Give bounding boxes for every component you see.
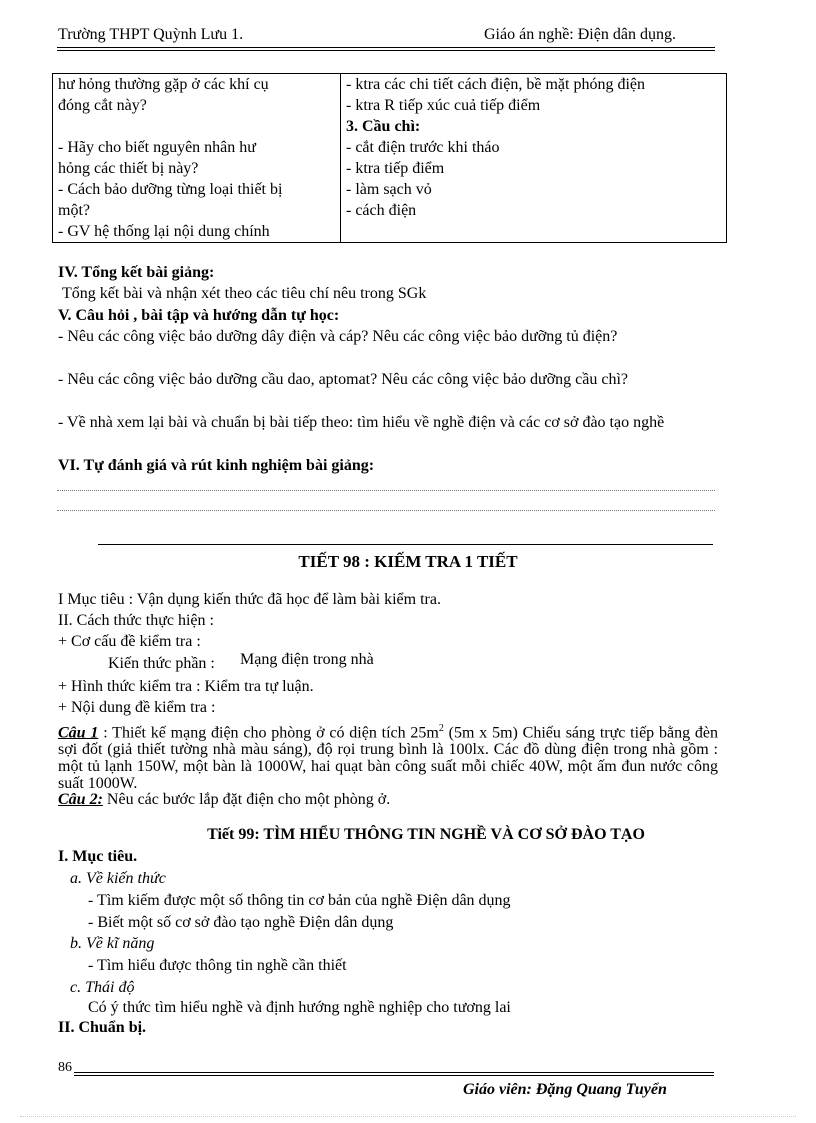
table-left-line: đóng cắt này?	[58, 97, 147, 114]
tiet-98-question-2	[58, 791, 390, 809]
table-right-cell	[341, 74, 727, 243]
table-right-line: - làm sạch vỏ	[346, 181, 432, 198]
question-1-label: Câu 1	[58, 724, 99, 742]
teacher-name: Giáo viên: Đặng Quang Tuyển	[463, 1081, 667, 1098]
header-divider	[57, 47, 715, 48]
tiet-98-method: II. Cách thức thực hiện :	[58, 612, 214, 629]
section-divider	[98, 544, 713, 545]
tiet-98-knowledge-value: Mạng điện trong nhà	[240, 651, 374, 668]
content-table	[52, 73, 727, 243]
question-2-text: Nêu các bước lắp đặt điện cho một phòng ở.	[102, 791, 391, 808]
table-right-line	[346, 221, 721, 242]
tiet-99-a-item-1: - Tìm kiếm được một số thông tin cơ bản của nghề Điện dân dụng	[88, 892, 511, 909]
table-right-heading: 3. Cầu chì:	[346, 118, 421, 135]
table-right-line: - ktra tiếp điểm	[346, 160, 445, 177]
tiet-99-title: Tiết 99: TÌM HIỂU THÔNG TIN NGHỀ VÀ CƠ SỞ ĐÀO TẠO	[207, 826, 645, 843]
footer-divider	[74, 1072, 714, 1073]
table-right-line: - ktra R tiếp xúc cuả tiếp điểm	[346, 97, 541, 114]
tiet-98-objective: I Mục tiêu : Vận dụng kiến thức đã học để làm bài kiểm tra.	[58, 591, 441, 608]
tiet-99-b-label: b. Về kĩ năng	[70, 935, 155, 952]
question-1-text-b: (5m x 5m) Chiếu sáng trực tiếp bằng đèn sợi đốt (giả thiết tường nhà màu sáng), độ rọi trung bình là 100lx. Các đồ dùng điện trong nhà gồm : một tủ lạnh 150W, một bàn là 1000W, hai quạt bàn công suất mỗi chiếc 40W, một ấm đun nước công suất 1000W.	[58, 724, 718, 793]
table-left-line: một?	[58, 202, 90, 219]
tiet-99-a-item-2: - Biết một số cơ sở đào tạo nghề Điện dân dụng	[88, 914, 394, 931]
table-left-cell	[53, 74, 341, 243]
table-left-line	[58, 116, 335, 137]
table-left-line: - Hãy cho biết nguyên nhân hư	[58, 139, 256, 156]
tiet-99-a-label: a. Về kiến thức	[70, 870, 166, 887]
section-5-question-3: - Về nhà xem lại bài và chuẩn bị bài tiếp theo: tìm hiểu về nghề điện và các cơ sở đào tạo nghề	[58, 414, 665, 431]
table-left-line: - GV hệ thống lại nội dung chính	[58, 223, 270, 240]
dotted-line	[57, 490, 715, 491]
tiet-98-content: + Nội dung đề kiểm tra :	[58, 699, 216, 716]
section-5-title: V. Câu hỏi , bài tập và hướng dẫn tự học:	[58, 307, 340, 324]
header-school: Trường THPT Quỳnh Lưu 1.	[58, 26, 244, 43]
tiet-98-structure: + Cơ cấu đề kiểm tra :	[58, 633, 201, 650]
tiet-99-c-label: c. Thái độ	[70, 979, 135, 996]
table-left-line: hỏng các thiết bị này?	[58, 160, 199, 177]
table-right-line: - cách điện	[346, 202, 417, 219]
header-divider-2	[57, 50, 715, 51]
tiet-98-title: TIẾT 98 : KIẾM TRA 1 TIẾT	[298, 552, 518, 571]
tiet-98-question-1	[58, 720, 718, 792]
table-left-line: - Cách bảo dưỡng từng loại thiết bị	[58, 181, 283, 198]
section-5-question-2: - Nêu các công việc bảo dưỡng cầu dao, aptomat? Nêu các công việc bảo dưỡng cầu chì?	[58, 371, 629, 388]
tiet-99-preparation: II. Chuẩn bị.	[58, 1019, 147, 1036]
tiet-99-c-item-1: Có ý thức tìm hiểu nghề và định hướng nghề nghiệp cho tương lai	[88, 999, 511, 1016]
question-1-text-a: : Thiết kế mạng điện cho phòng ở có diện tích 25m	[98, 724, 439, 742]
tiet-99-b-item-1: - Tìm hiểu được thông tin nghề cần thiết	[88, 957, 347, 974]
tiet-98-knowledge-label: Kiến thức phần :	[108, 655, 215, 672]
table-right-line: - ktra các chi tiết cách điện, bề mặt phóng điện	[346, 76, 645, 93]
section-4-text: Tổng kết bài và nhận xét theo các tiêu chí nêu trong SGk	[62, 285, 427, 302]
tiet-99-objective: I. Mục tiêu.	[58, 848, 138, 865]
section-5-question-1: - Nêu các công việc bảo dưỡng dây điện và cáp? Nêu các công việc bảo dưỡng tủ điện?	[58, 328, 618, 345]
page-number: 86	[58, 1060, 72, 1075]
question-2-label: Câu 2:	[58, 791, 103, 808]
tiet-98-format: + Hình thức kiểm tra : Kiểm tra tự luận.	[58, 678, 314, 695]
footer-divider-2	[74, 1075, 714, 1076]
page-edge	[20, 1116, 796, 1117]
table-left-line: hư hỏng thường gặp ở các khí cụ	[58, 76, 269, 93]
question-1-superscript: 2	[438, 723, 444, 734]
section-6-title: VI. Tự đánh giá và rút kinh nghiệm bài giảng:	[58, 457, 375, 474]
section-4-title: IV. Tổng kết bài giảng:	[58, 264, 215, 281]
dotted-line	[57, 510, 715, 511]
table-right-line: - cắt điện trước khi tháo	[346, 139, 500, 156]
header-subject: Giáo án nghề: Điện dân dụng.	[484, 26, 676, 43]
